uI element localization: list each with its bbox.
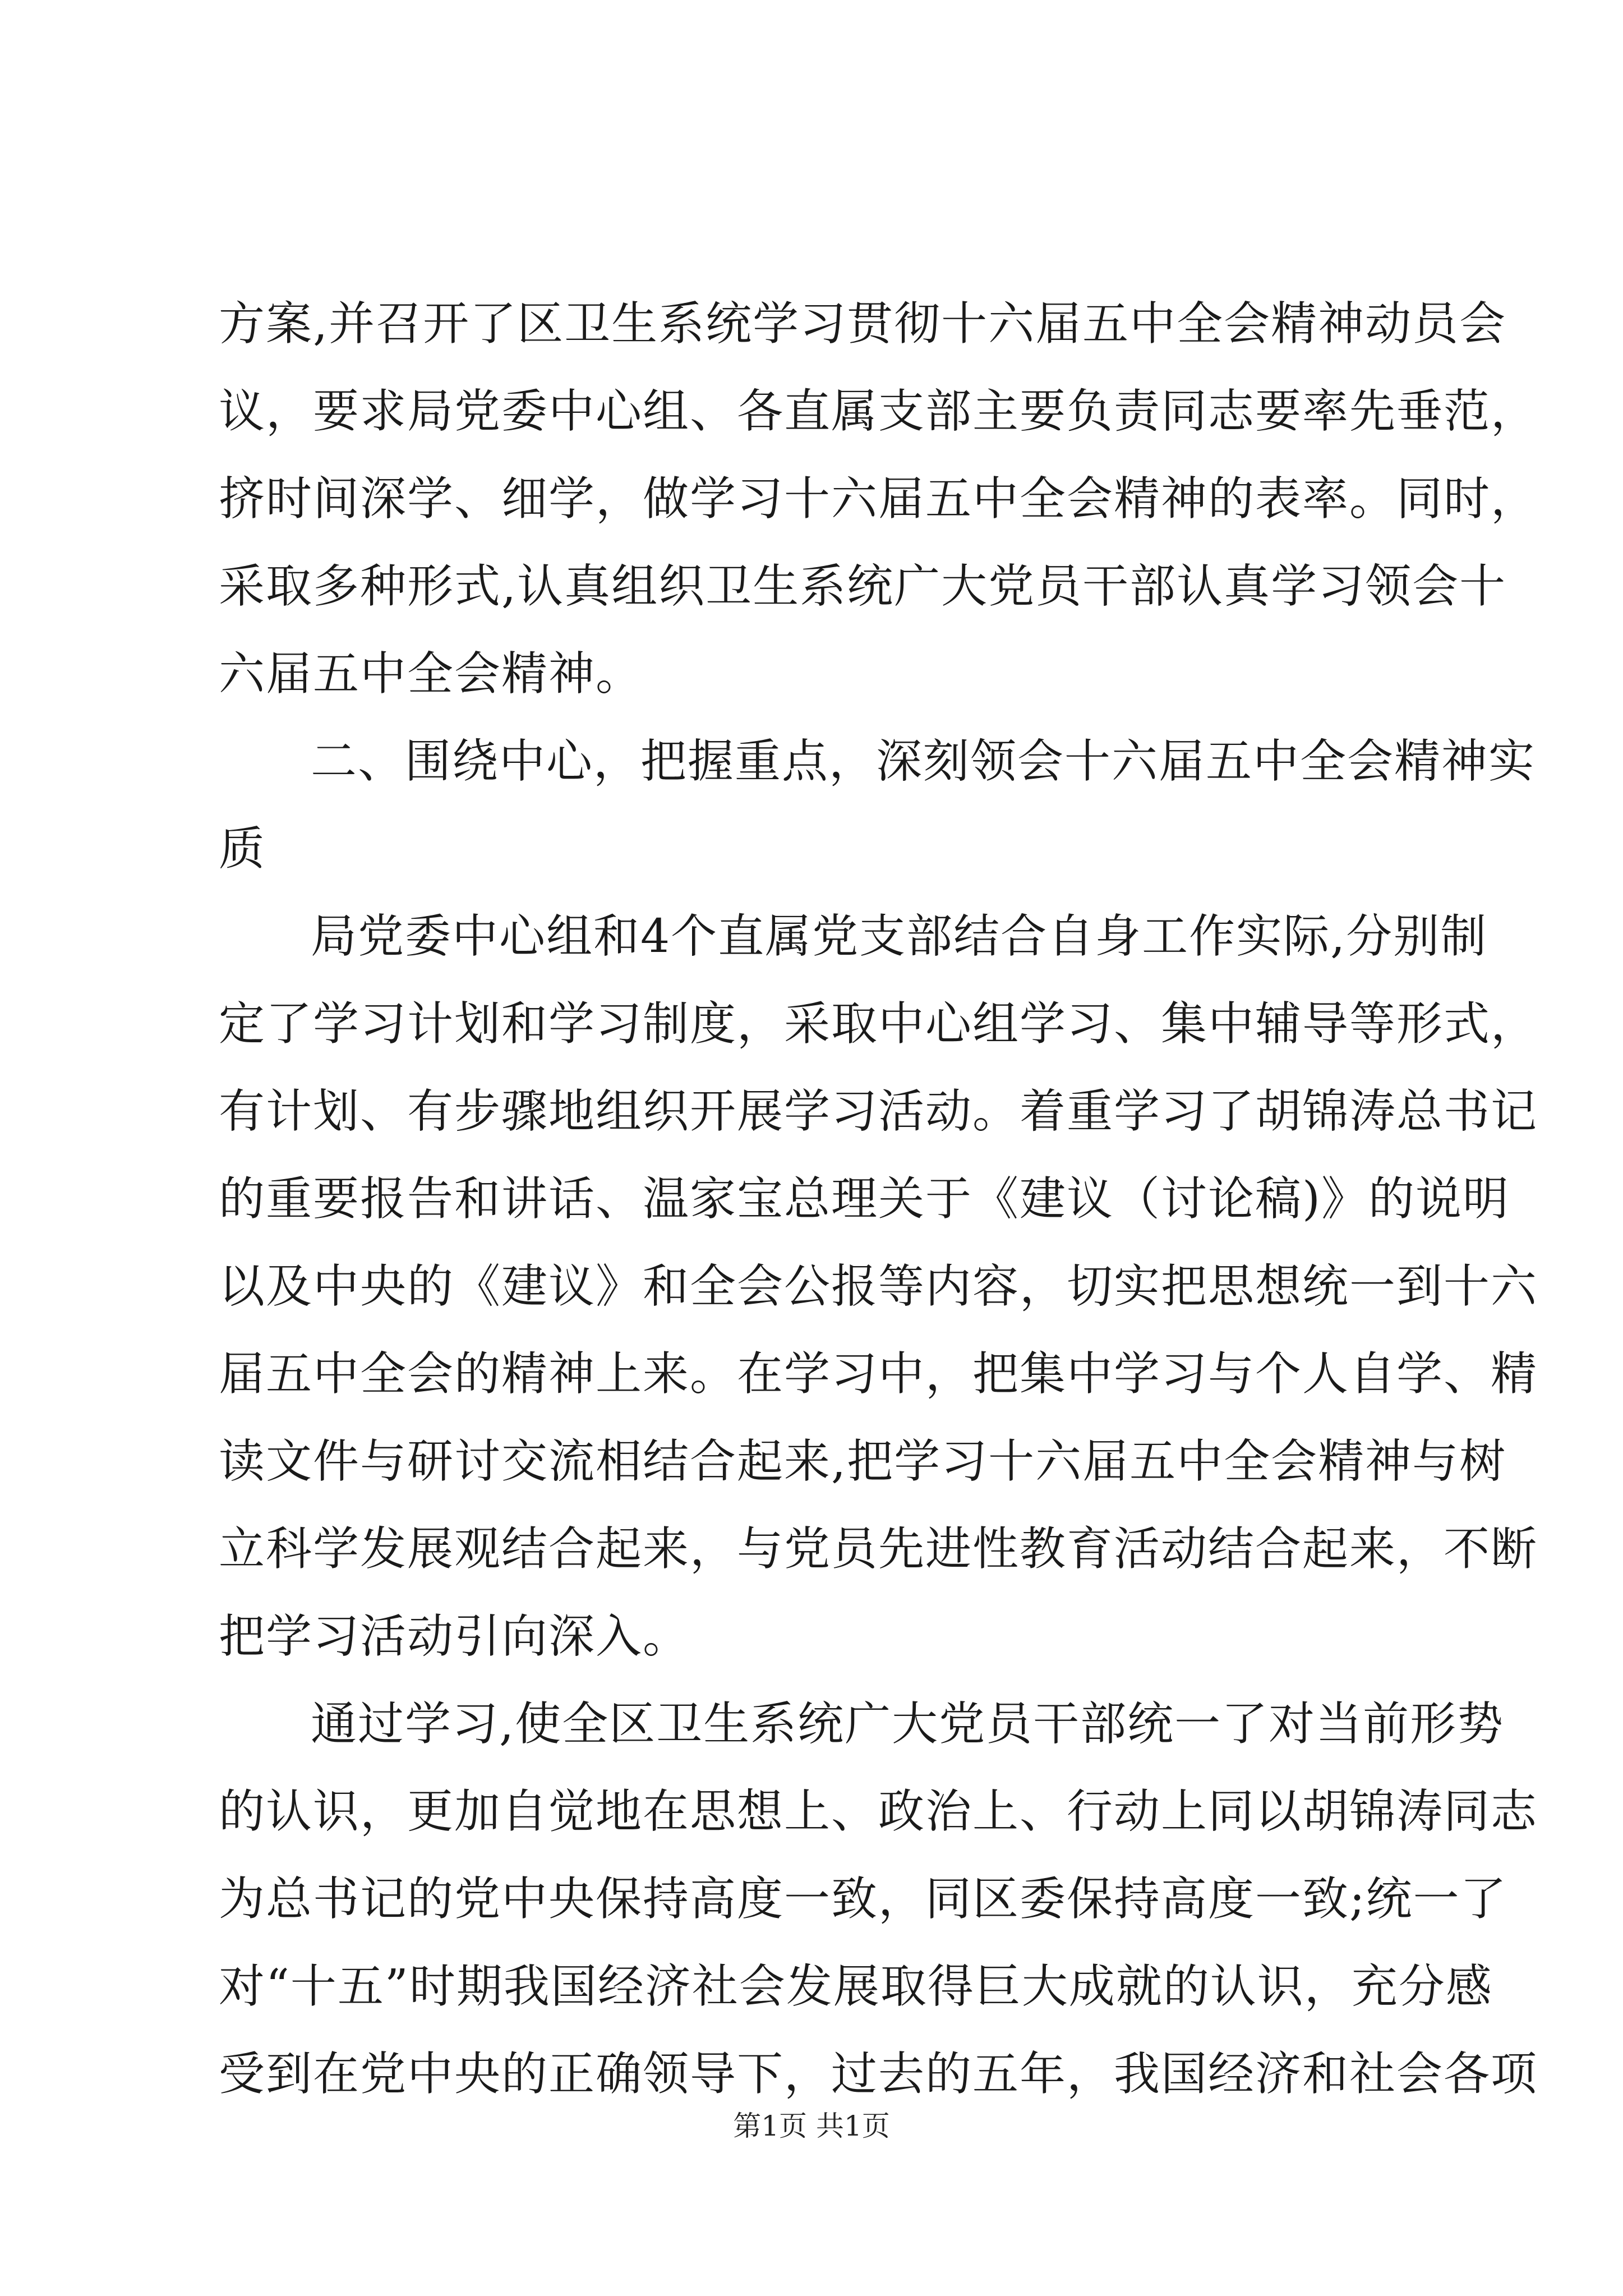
text-line: 挤时间深学、细学，做学习十六届五中全会精神的表率。同时， <box>219 472 1538 526</box>
page-footer <box>0 2106 1623 2146</box>
text-line: 为总书记的党中央保持高度一致，同区委保持高度一致;统一了 <box>219 1872 1507 1926</box>
section-heading <box>219 718 1536 893</box>
text-line: 立科学发展观结合起来，与党员先进性教育活动结合起来，不断 <box>219 1522 1538 1576</box>
text-line: 采取多种形式,认真组织卫生系统广大党员干部认真学习领会十 <box>219 560 1507 613</box>
text-line: 六届五中全会精神。 <box>219 647 643 701</box>
document-body <box>219 280 1538 2118</box>
paragraph-4 <box>219 1681 1538 2118</box>
text-line: 方案,并召开了区卫生系统学习贯彻十六届五中全会精神动员会 <box>219 297 1507 351</box>
text-line: 有计划、有步骤地组织开展学习活动。着重学习了胡锦涛总书记 <box>219 1085 1538 1138</box>
text-line: 定了学习计划和学习制度，采取中心组学习、集中辅导等形式， <box>219 997 1538 1051</box>
text-line: 局党委中心组和4个直属党支部结合自身工作实际,分别制 <box>311 910 1488 963</box>
text-line: 届五中全会的精神上来。在学习中，把集中学习与个人自学、精 <box>219 1347 1538 1401</box>
text-line: 质 <box>219 822 266 876</box>
text-line: 通过学习,使全区卫生系统广大党员干部统一了对当前形势 <box>311 1697 1505 1751</box>
page-number-label: 第1页 共1页 <box>733 2110 890 2142</box>
text-line: 二、围绕中心，把握重点，深刻领会十六届五中全会精神实 <box>311 735 1536 788</box>
text-line: 把学习活动引向深入。 <box>219 1610 690 1663</box>
text-line: 以及中央的《建议》和全会公报等内容，切实把思想统一到十六 <box>219 1260 1538 1313</box>
text-line: 议，要求局党委中心组、各直属支部主要负责同志要率先垂范， <box>219 385 1538 438</box>
paragraph-1 <box>219 280 1538 718</box>
text-line: 受到在党中央的正确领导下，过去的五年，我国经济和社会各项 <box>219 2047 1538 2101</box>
text-line: 对“十五”时期我国经济社会发展取得巨大成就的认识，充分感 <box>219 1960 1493 2013</box>
text-line: 读文件与研讨交流相结合起来,把学习十六届五中全会精神与树 <box>219 1435 1507 1488</box>
text-line: 的重要报告和讲话、温家宝总理关于《建议（讨论稿)》的说明 <box>219 1172 1510 1226</box>
text-line: 的认识，更加自觉地在思想上、政治上、行动上同以胡锦涛同志 <box>219 1785 1538 1838</box>
paragraph-3 <box>219 893 1538 1681</box>
